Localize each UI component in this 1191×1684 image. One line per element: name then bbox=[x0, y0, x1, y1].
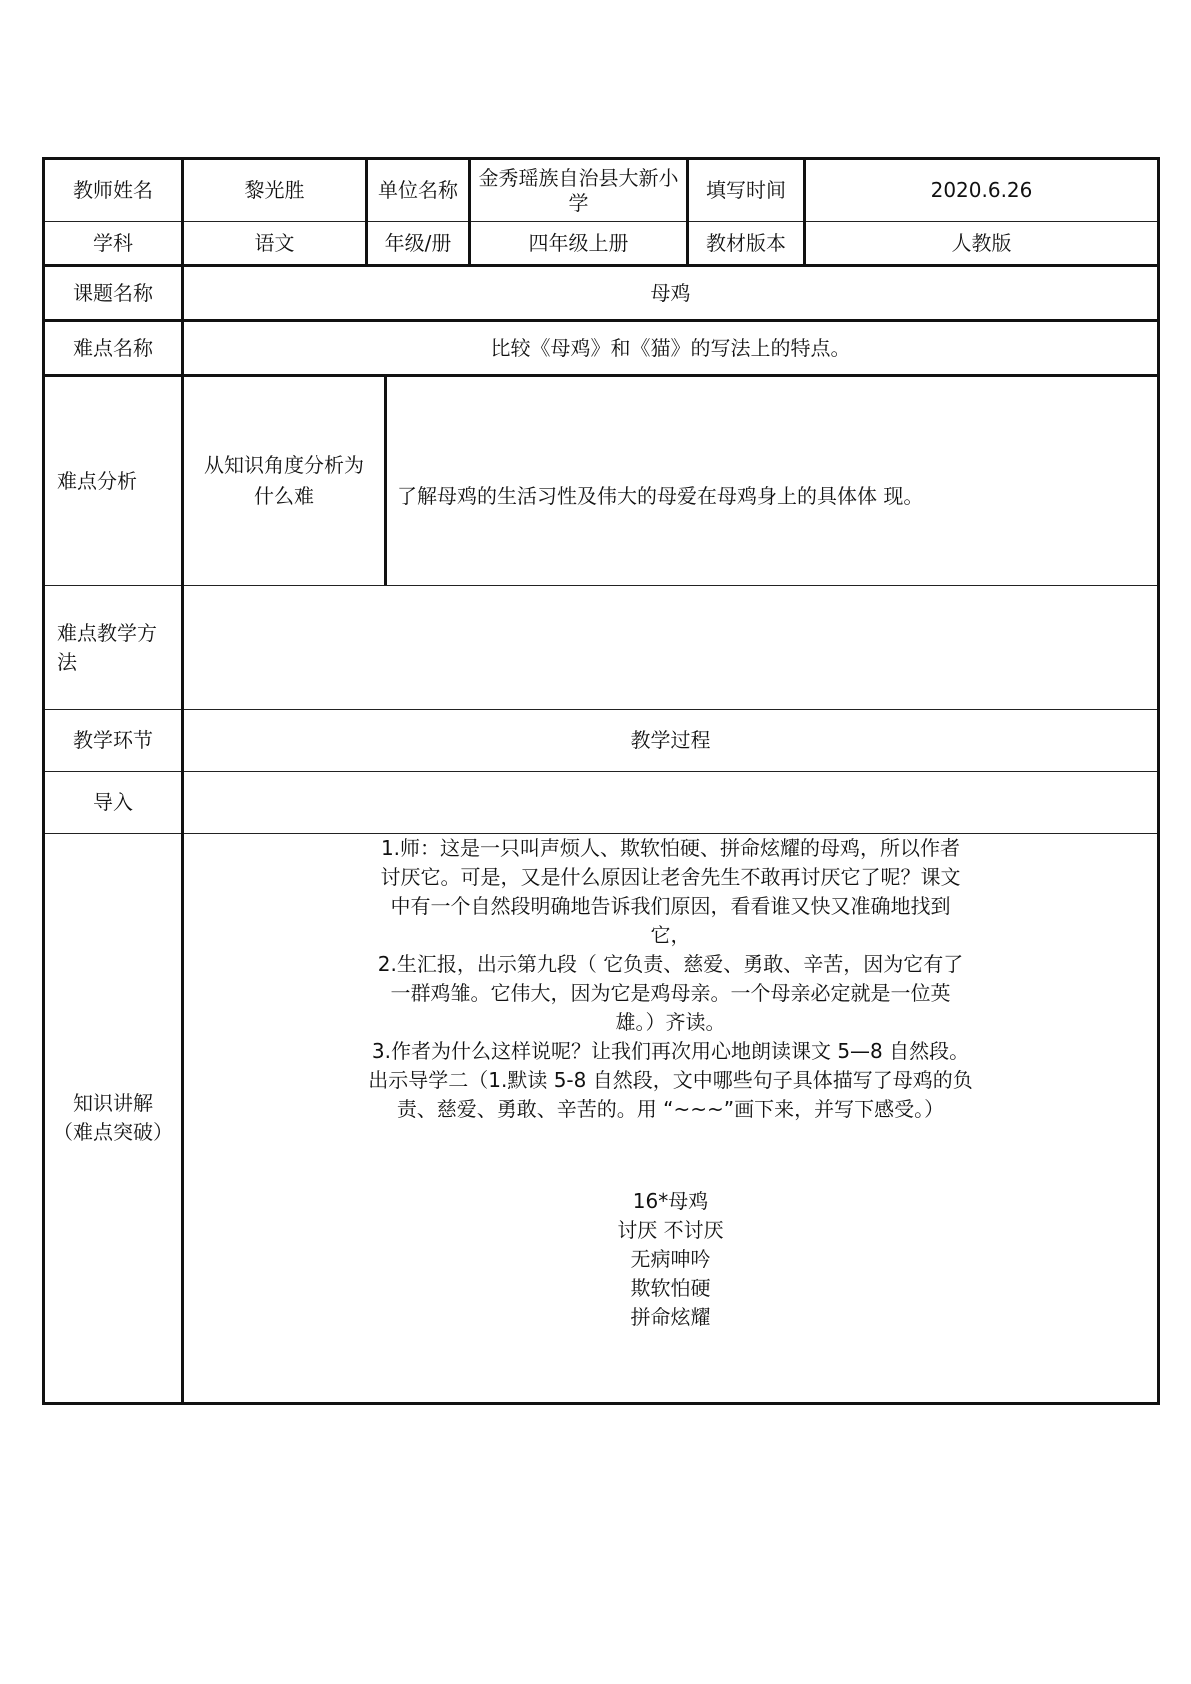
edition-label: 教材版本 bbox=[688, 222, 805, 266]
subject-value: 语文 bbox=[183, 222, 367, 266]
process-label: 教学环节 bbox=[44, 710, 183, 772]
difficulty-label: 难点名称 bbox=[44, 321, 183, 376]
subject-label: 学科 bbox=[44, 222, 183, 266]
intro-label: 导入 bbox=[44, 772, 183, 834]
analysis-content bbox=[183, 376, 1159, 586]
knowledge-line: 讨厌它。可是，又是什么原因让老舍先生不敢再讨厌它了呢？课文 bbox=[380, 865, 961, 889]
lesson-plan-table bbox=[42, 157, 1160, 1405]
analysis-sub-label-line2: 什么难 bbox=[254, 484, 314, 508]
topic-value: 母鸡 bbox=[183, 266, 1159, 321]
board-line: 欺软怕硬 bbox=[630, 1276, 711, 1300]
time-value: 2020.6.26 bbox=[805, 159, 1159, 222]
info-row-2 bbox=[44, 222, 1159, 266]
knowledge-row bbox=[44, 834, 1159, 1404]
knowledge-label bbox=[44, 834, 183, 1404]
teacher-label: 教师姓名 bbox=[44, 159, 183, 222]
process-value: 教学过程 bbox=[183, 710, 1159, 772]
knowledge-line: 一群鸡雏。它伟大，因为它是鸡母亲。一个母亲必定就是一位英 bbox=[390, 981, 951, 1005]
board-line: 无病呻吟 bbox=[630, 1247, 711, 1271]
knowledge-line: 1.师：这是一只叫声烦人、欺软怕硬、拼命炫耀的母鸡，所以作者 bbox=[380, 836, 961, 860]
analysis-sub-label-line1: 从知识角度分析为 bbox=[204, 453, 364, 477]
intro-row bbox=[44, 772, 1159, 834]
topic-label: 课题名称 bbox=[44, 266, 183, 321]
knowledge-line: 它， bbox=[650, 923, 691, 947]
method-label: 难点教学方法 bbox=[44, 586, 183, 710]
knowledge-content bbox=[183, 834, 1159, 1404]
board-line: 16*母鸡 bbox=[632, 1189, 709, 1213]
knowledge-line: 雄。）齐读。 bbox=[615, 1010, 726, 1034]
board-line: 讨厌 不讨厌 bbox=[617, 1218, 724, 1242]
analysis-sub-label bbox=[184, 377, 387, 585]
unit-value-line2: 学 bbox=[568, 190, 589, 215]
info-row-1 bbox=[44, 159, 1159, 222]
process-header-row bbox=[44, 710, 1159, 772]
analysis-row bbox=[44, 376, 1159, 586]
knowledge-line: 2.生汇报，出示第九段（ 它负责、慈爱、勇敢、辛苦，因为它有了 bbox=[377, 952, 964, 976]
grade-label: 年级/册 bbox=[367, 222, 470, 266]
knowledge-label-line2: （难点突破） bbox=[53, 1120, 173, 1144]
intro-value bbox=[183, 772, 1159, 834]
knowledge-line: 出示导学二（1.默读 5-8 自然段，文中哪些句子具体描写了母鸡的负 bbox=[368, 1068, 973, 1092]
knowledge-line: 中有一个自然段明确地告诉我们原因，看看谁又快又准确地找到 bbox=[390, 894, 951, 918]
analysis-text: 了解母鸡的生活习性及伟大的母爱在母鸡身上的具体体 现。 bbox=[397, 483, 924, 508]
unit-label: 单位名称 bbox=[367, 159, 470, 222]
knowledge-line: 责、慈爱、勇敢、辛苦的。用 “~~~”画下来，并写下感受。） bbox=[396, 1097, 945, 1121]
grade-value: 四年级上册 bbox=[470, 222, 688, 266]
difficulty-value: 比较《母鸡》和《猫》的写法上的特点。 bbox=[183, 321, 1159, 376]
method-value bbox=[183, 586, 1159, 710]
method-row bbox=[44, 586, 1159, 710]
board-line: 拼命炫耀 bbox=[630, 1305, 711, 1329]
difficulty-row bbox=[44, 321, 1159, 376]
knowledge-line: 3.作者为什么这样说呢？让我们再次用心地朗读课文 5—8 自然段。 bbox=[371, 1039, 970, 1063]
time-label: 填写时间 bbox=[688, 159, 805, 222]
analysis-label: 难点分析 bbox=[44, 376, 183, 586]
spacer bbox=[190, 1124, 1151, 1187]
unit-value-line1: 金秀瑶族自治县大新小 bbox=[478, 165, 679, 190]
teacher-value: 黎光胜 bbox=[183, 159, 367, 222]
knowledge-label-line1: 知识讲解 bbox=[73, 1091, 153, 1115]
unit-value bbox=[470, 159, 688, 222]
topic-row bbox=[44, 266, 1159, 321]
edition-value: 人教版 bbox=[805, 222, 1159, 266]
